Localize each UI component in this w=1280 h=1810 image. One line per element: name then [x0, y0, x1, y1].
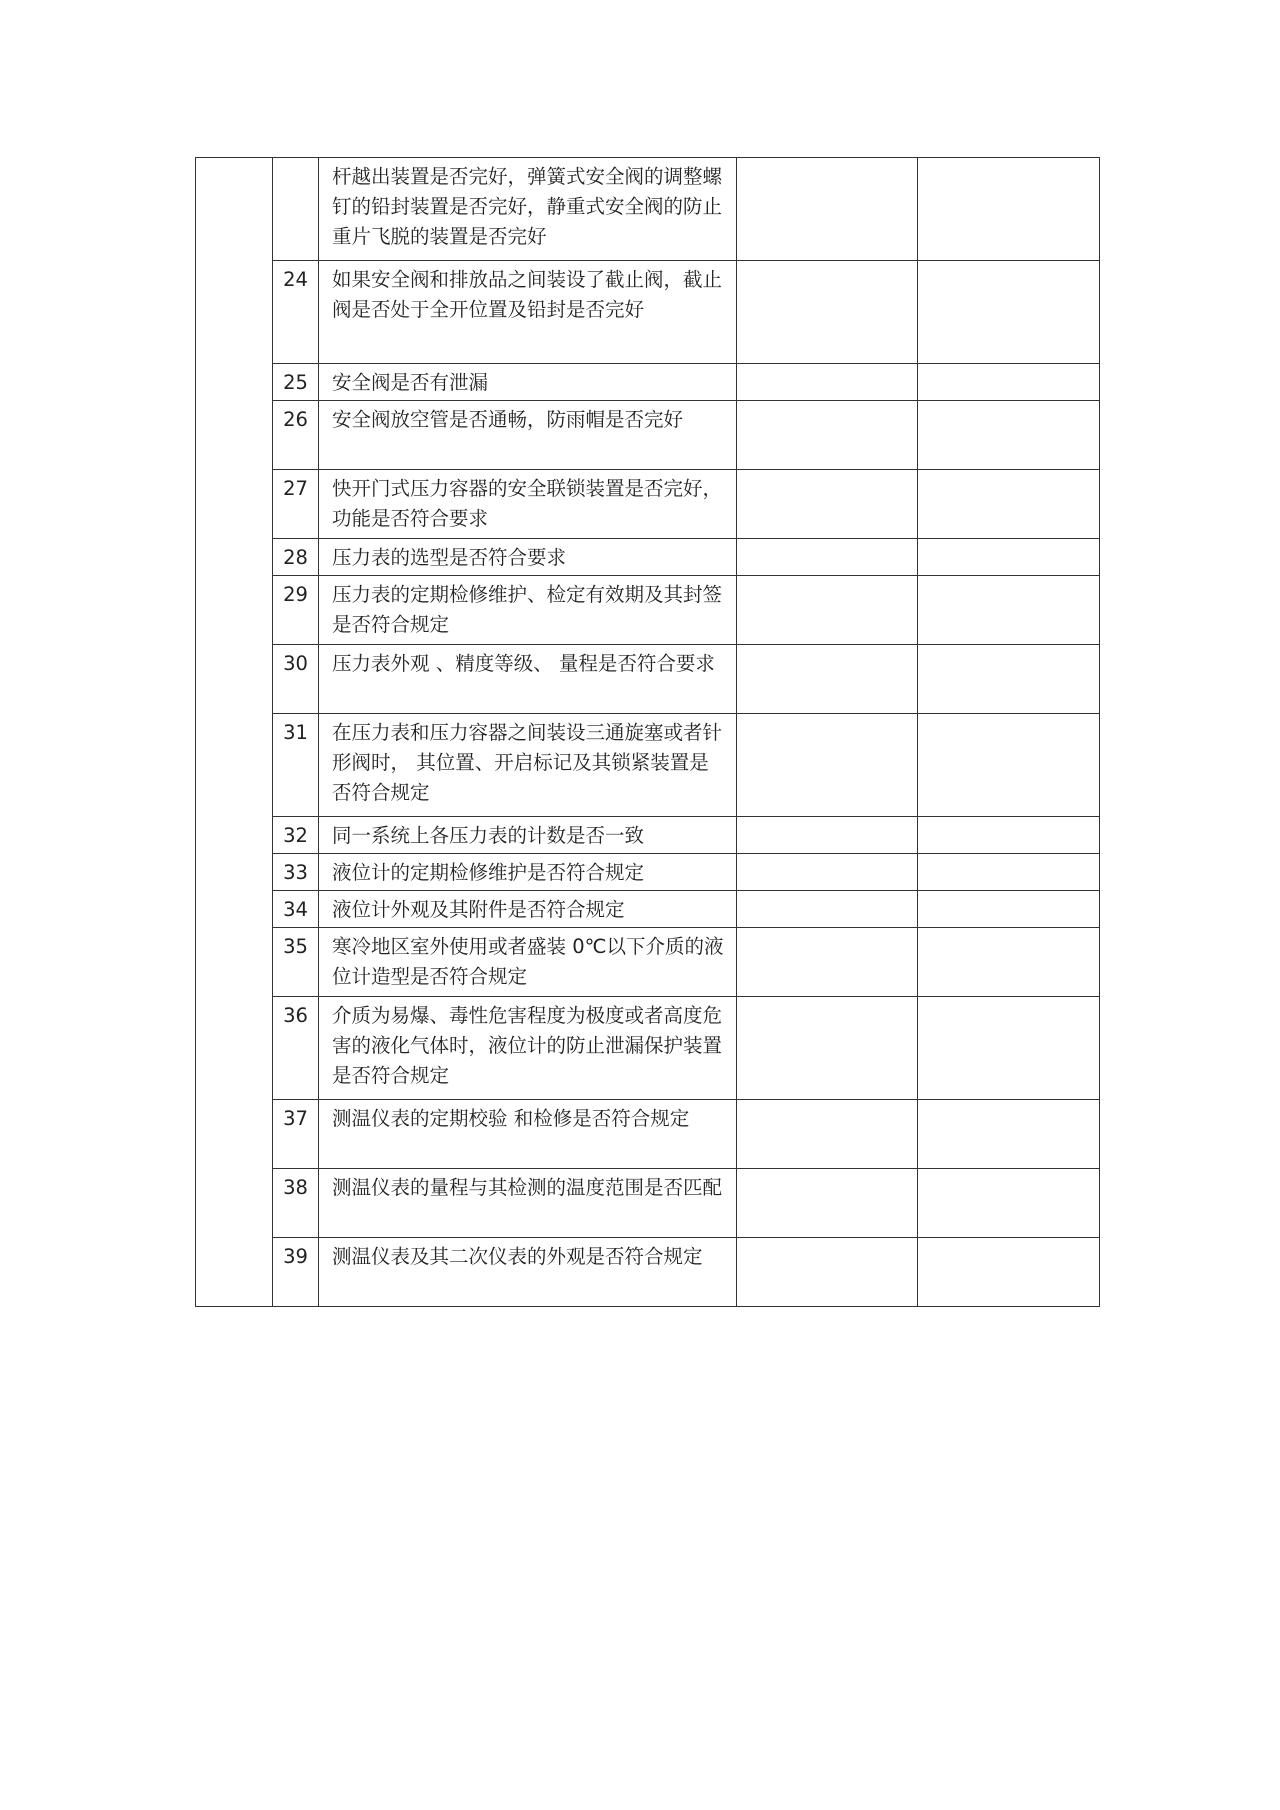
- remark-cell: [918, 401, 1100, 470]
- result-cell: [737, 928, 918, 997]
- remark-cell: [918, 997, 1100, 1100]
- remark-cell: [918, 891, 1100, 928]
- check-item-text: 液位计外观及其附件是否符合规定: [319, 891, 737, 928]
- remark-cell: [918, 470, 1100, 539]
- remark-cell: [918, 928, 1100, 997]
- row-number: 34: [273, 891, 319, 928]
- check-item-text: 测温仪表的定期校验 和检修是否符合规定: [319, 1100, 737, 1169]
- row-number: 29: [273, 576, 319, 645]
- row-number: 36: [273, 997, 319, 1100]
- row-number: 38: [273, 1169, 319, 1238]
- check-item-text: 液位计的定期检修维护是否符合规定: [319, 854, 737, 891]
- remark-cell: [918, 714, 1100, 817]
- check-item-text: 压力表的定期检修维护、检定有效期及其封签是否符合规定: [319, 576, 737, 645]
- check-item-text: 压力表外观 、精度等级、 量程是否符合要求: [319, 645, 737, 714]
- remark-cell: [918, 1100, 1100, 1169]
- row-number: 27: [273, 470, 319, 539]
- remark-cell: [918, 364, 1100, 401]
- check-item-text: 测温仪表及其二次仪表的外观是否符合规定: [319, 1238, 737, 1307]
- table-row: [196, 817, 1100, 854]
- remark-cell: [918, 817, 1100, 854]
- result-cell: [737, 576, 918, 645]
- row-number: 33: [273, 854, 319, 891]
- remark-cell: [918, 645, 1100, 714]
- result-cell: [737, 158, 918, 261]
- row-number: 39: [273, 1238, 319, 1307]
- check-item-text: 寒冷地区室外使用或者盛装 0℃以下介质的液位计造型是否符合规定: [319, 928, 737, 997]
- result-cell: [737, 714, 918, 817]
- table-row: [196, 576, 1100, 645]
- result-cell: [737, 364, 918, 401]
- result-cell: [737, 1238, 918, 1307]
- table-row: [196, 1100, 1100, 1169]
- table-row: [196, 928, 1100, 997]
- remark-cell: [918, 854, 1100, 891]
- row-number: [273, 158, 319, 261]
- inspection-checklist-table: [195, 157, 1100, 1307]
- table-row: [196, 1169, 1100, 1238]
- result-cell: [737, 401, 918, 470]
- check-item-text: 在压力表和压力容器之间装设三通旋塞或者针形阀时， 其位置、开启标记及其锁紧装置是否符合规定: [319, 714, 737, 817]
- table-row: [196, 645, 1100, 714]
- table-row: [196, 261, 1100, 364]
- result-cell: [737, 1100, 918, 1169]
- row-number: 35: [273, 928, 319, 997]
- result-cell: [737, 645, 918, 714]
- remark-cell: [918, 1169, 1100, 1238]
- check-item-text: 快开门式压力容器的安全联锁装置是否完好，功能是否符合要求: [319, 470, 737, 539]
- result-cell: [737, 891, 918, 928]
- table-row: [196, 891, 1100, 928]
- result-cell: [737, 854, 918, 891]
- table-row: [196, 158, 1100, 261]
- check-item-text: 压力表的选型是否符合要求: [319, 539, 737, 576]
- row-number: 37: [273, 1100, 319, 1169]
- row-number: 26: [273, 401, 319, 470]
- remark-cell: [918, 261, 1100, 364]
- table-row: [196, 364, 1100, 401]
- table-row: [196, 539, 1100, 576]
- result-cell: [737, 817, 918, 854]
- table-row: [196, 1238, 1100, 1307]
- row-number: 25: [273, 364, 319, 401]
- check-item-text: 杆越出装置是否完好，弹簧式安全阀的调整螺钉的铅封装置是否完好，静重式安全阀的防止重片飞脱的装置是否完好: [319, 158, 737, 261]
- check-item-text: 如果安全阀和排放品之间装设了截止阀，截止阀是否处于全开位置及铅封是否完好: [319, 261, 737, 364]
- table-row: [196, 714, 1100, 817]
- remark-cell: [918, 158, 1100, 261]
- row-number: 31: [273, 714, 319, 817]
- check-item-text: 介质为易爆、毒性危害程度为极度或者高度危害的液化气体时，液位计的防止泄漏保护装置是否符合规定: [319, 997, 737, 1100]
- check-item-text: 安全阀放空管是否通畅，防雨帽是否完好: [319, 401, 737, 470]
- table-row: [196, 854, 1100, 891]
- row-number: 30: [273, 645, 319, 714]
- result-cell: [737, 1169, 918, 1238]
- table-row: [196, 401, 1100, 470]
- remark-cell: [918, 539, 1100, 576]
- row-number: 28: [273, 539, 319, 576]
- row-number: 32: [273, 817, 319, 854]
- check-item-text: 测温仪表的量程与其检测的温度范围是否匹配: [319, 1169, 737, 1238]
- result-cell: [737, 261, 918, 364]
- result-cell: [737, 539, 918, 576]
- row-number: 24: [273, 261, 319, 364]
- result-cell: [737, 470, 918, 539]
- category-cell: [196, 158, 273, 1307]
- check-item-text: 安全阀是否有泄漏: [319, 364, 737, 401]
- check-item-text: 同一系统上各压力表的计数是否一致: [319, 817, 737, 854]
- remark-cell: [918, 1238, 1100, 1307]
- result-cell: [737, 997, 918, 1100]
- table-row: [196, 997, 1100, 1100]
- table-row: [196, 470, 1100, 539]
- remark-cell: [918, 576, 1100, 645]
